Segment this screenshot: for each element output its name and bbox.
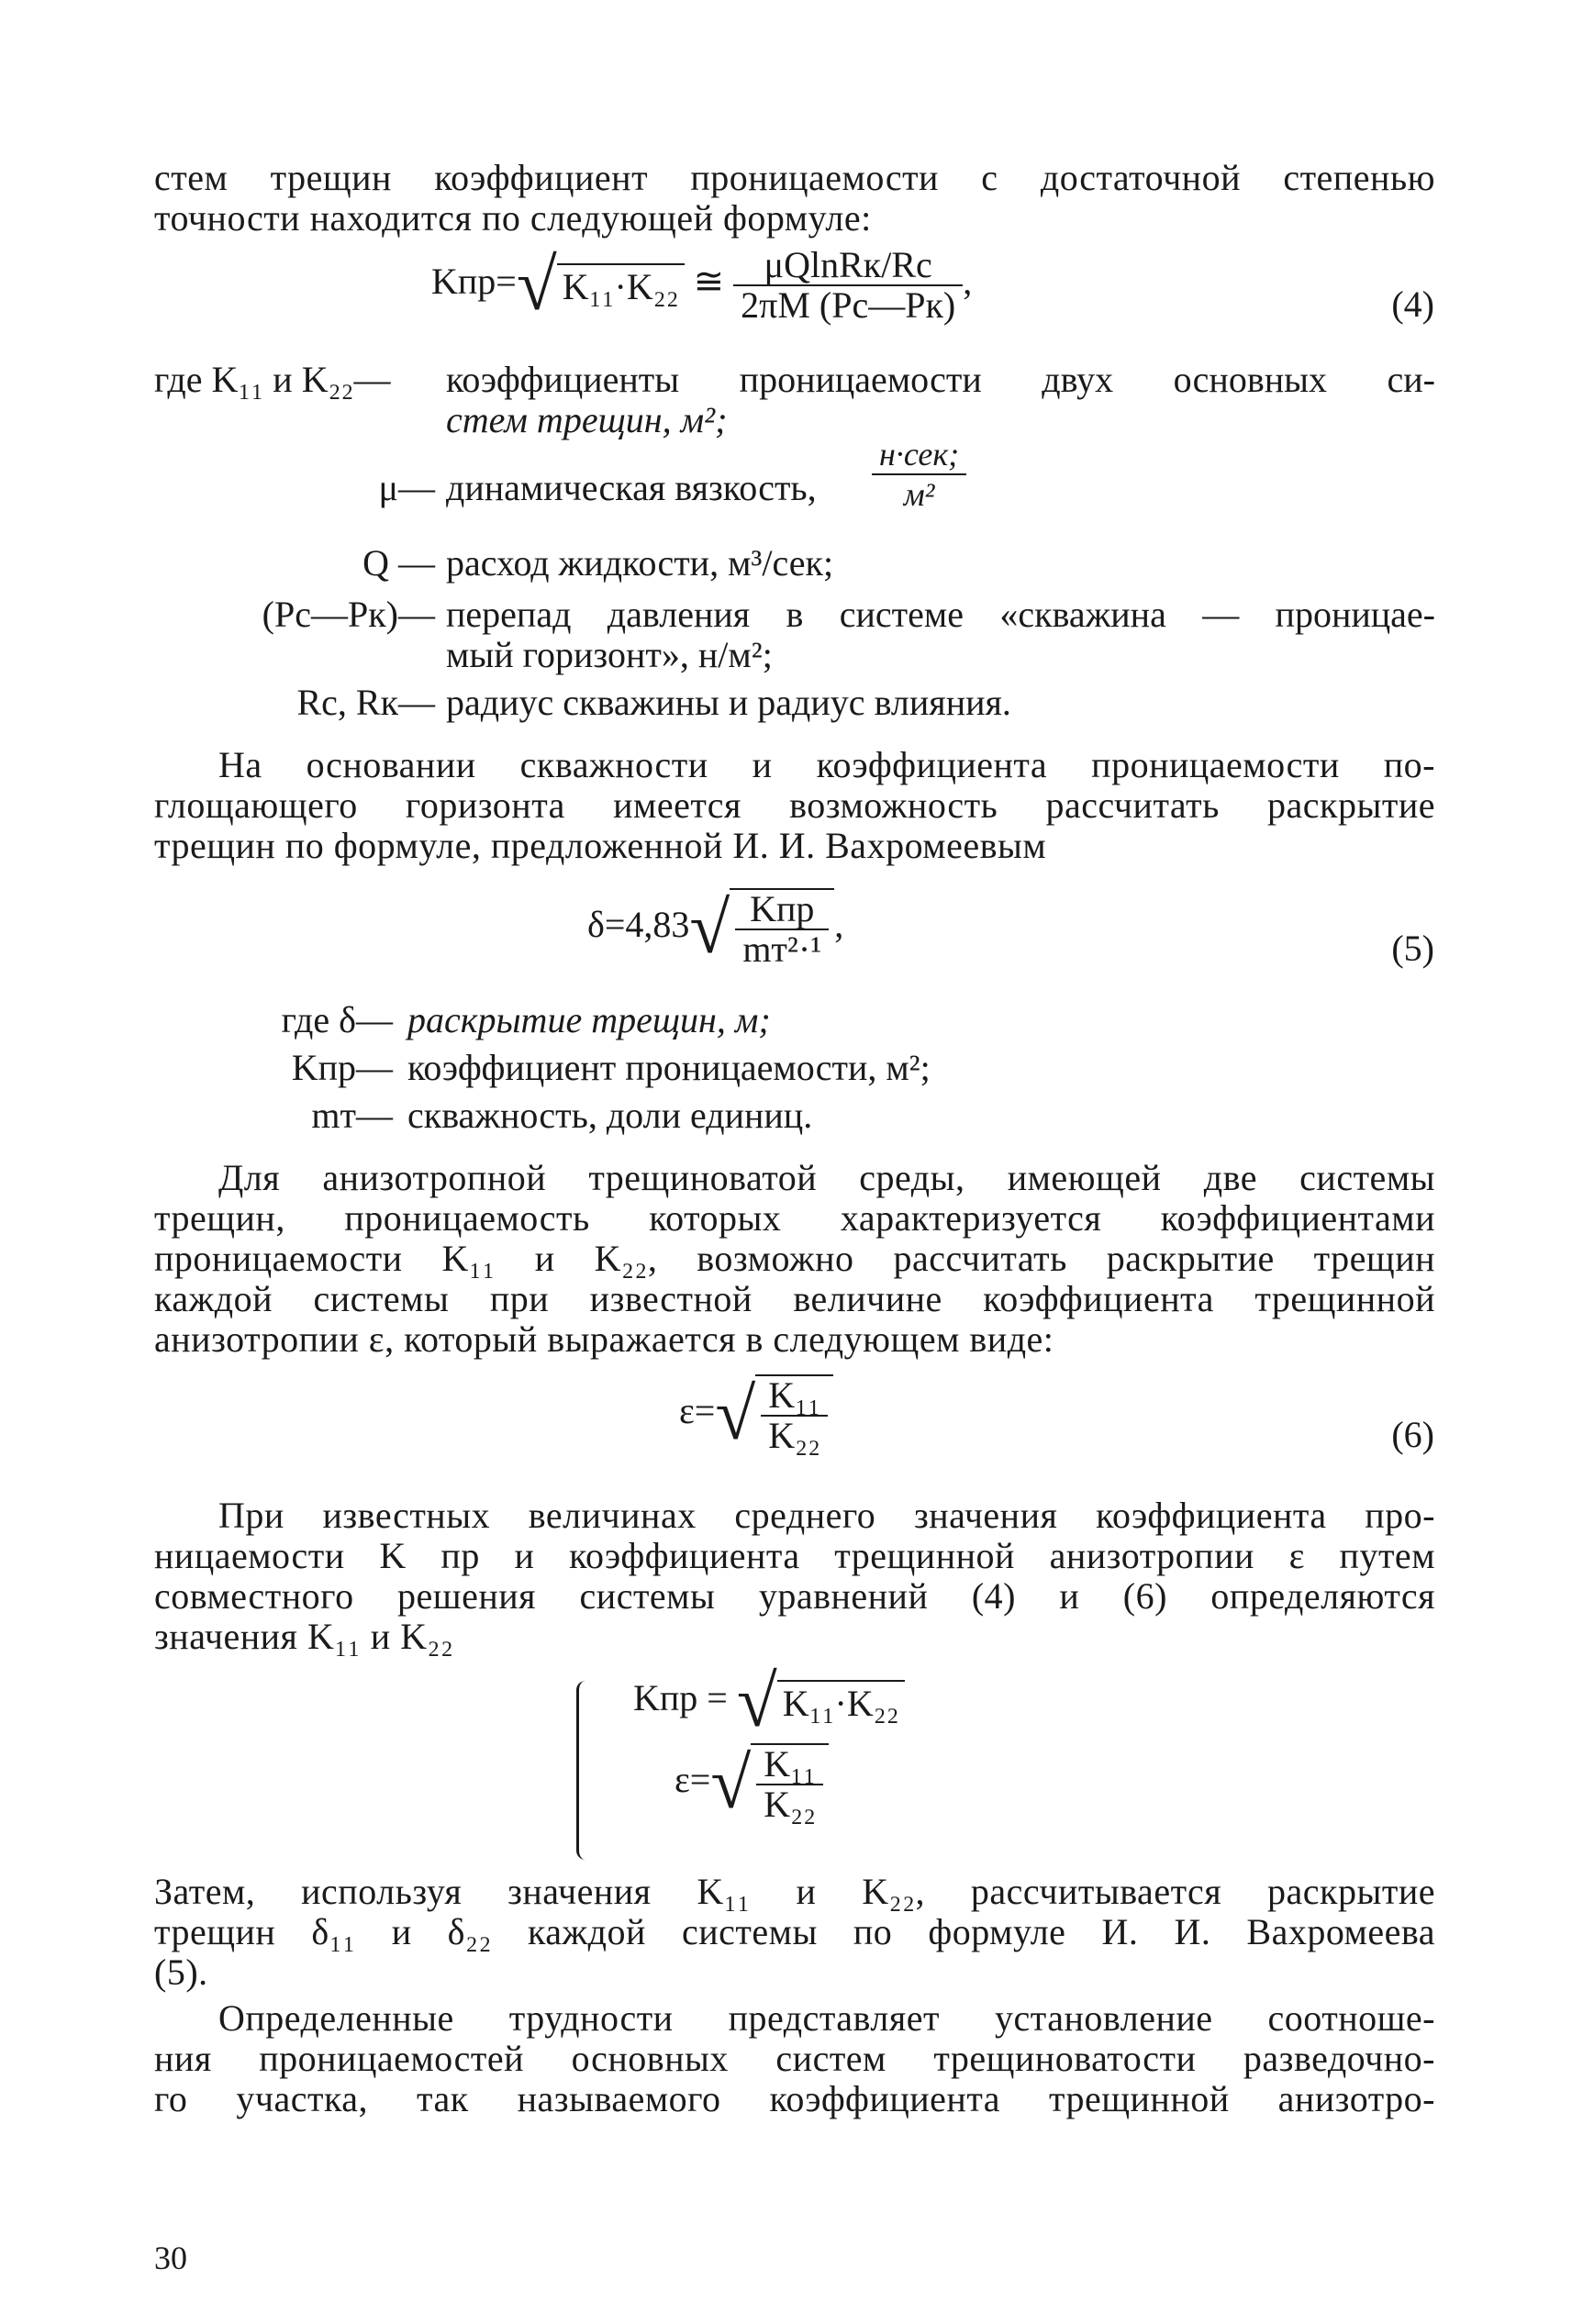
- text-line: ния проницаемостей основных систем трещиноватости разведочно-: [154, 2038, 1435, 2079]
- def-symbol: Rс, Rк—: [296, 682, 435, 723]
- def-text: коэффициент проницаемости, м²;: [407, 1047, 931, 1088]
- def-symbol: μ—: [378, 467, 435, 508]
- eq4-denominator: 2πM (Pс—Pк): [741, 284, 956, 326]
- system-row2-numerator: K₁₁: [756, 1745, 823, 1785]
- def-symbol: где K₁₁ и K₂₂—: [154, 359, 391, 400]
- def-symbol: Kпр—: [291, 1047, 393, 1088]
- definitions-eq4: [0, 360, 1572, 727]
- approx-sign: ≅: [693, 261, 725, 303]
- system-row2-radicand: [751, 1743, 829, 1824]
- eq6-denominator: K₂₂: [768, 1415, 821, 1456]
- sqrt-sign: √ K₁₁·K₂₂: [737, 1670, 905, 1734]
- text-line: проницаемости K₁₁ и K₂₂, возможно рассчитать раскрытие трещин: [154, 1238, 1435, 1279]
- unit-den: м²: [903, 476, 935, 513]
- eq5-comma: ,: [834, 904, 844, 946]
- text-line: го участка, так называемого коэффициента трещинной анизотро-: [154, 2078, 1435, 2119]
- unit-fraction: [872, 435, 966, 514]
- definitions-eq5: [0, 1000, 1572, 1138]
- def-text: раскрытие трещин, м;: [407, 999, 771, 1040]
- eq5-lhs: δ=4,83: [587, 904, 690, 946]
- def-text: стем трещин, м²;: [446, 399, 728, 440]
- paragraph-system-solution: [154, 1496, 1435, 1657]
- system-row1-radicand: K₁₁·K₂₂: [777, 1680, 905, 1725]
- system-row2-denominator: K₂₂: [764, 1784, 817, 1825]
- def-symbol: (Pс—Pк)—: [262, 594, 435, 635]
- text-line: точности находится по следующей формуле:: [154, 197, 872, 239]
- def-text: коэффициенты проницаемости двух основных си-: [446, 359, 1435, 400]
- text-line: значения K₁₁ и K₂₂: [154, 1616, 454, 1657]
- text-line: глощающего горизонта имеется возможность рассчитать раскрытие: [154, 784, 1435, 826]
- eq4-radicand: K₁₁·K₂₂: [557, 263, 685, 308]
- text-line: трещин по формуле, предложенной И. И. Вахромеевым: [154, 825, 1047, 866]
- eq6-numerator: K₁₁: [761, 1376, 828, 1417]
- equation-6: [679, 1374, 833, 1455]
- paragraph-intro: [154, 158, 1435, 239]
- paragraph-vakhromeev: [154, 745, 1435, 866]
- eq4-lhs: Kпр=: [431, 261, 517, 303]
- system-brace: [576, 1681, 596, 1860]
- text-line: совместного решения системы уравнений (4) и (6) определяются: [154, 1575, 1435, 1617]
- system-row2-fraction: [756, 1745, 823, 1824]
- equation-4: [431, 246, 972, 325]
- text-line: Для анизотропной трещиноватой среды, имеющей две системы: [218, 1157, 1435, 1198]
- system-row-2: [675, 1743, 829, 1824]
- page-number: 30: [154, 2240, 187, 2276]
- eq5-radicand: [730, 888, 834, 969]
- text-line: (5).: [154, 1951, 208, 1993]
- equation-number-5: (5): [1391, 928, 1434, 969]
- paragraph-then: [154, 1872, 1435, 1993]
- sqrt-sign: √ $\frac{\text{Kпр}}{\text{mт²·¹}}$: [689, 888, 834, 969]
- system-row2-lhs: ε=: [675, 1759, 711, 1801]
- eq6-fraction: [761, 1376, 828, 1455]
- text-line: трещин, проницаемость которых характеризуется коэффициентами: [154, 1197, 1435, 1239]
- def-symbol: mт—: [311, 1095, 393, 1136]
- text-line: Затем, используя значения K₁₁ и K₂₂, рассчитывается раскрытие: [154, 1871, 1435, 1912]
- text-line: На основании скважности и коэффициента проницаемости по-: [218, 744, 1435, 785]
- text-line: ницаемости K пр и коэффициента трещинной анизотропии ε путем: [154, 1535, 1435, 1576]
- sqrt-sign: √ $\frac{\text{K₁₁}}{\text{K₂₂}}$: [715, 1374, 833, 1455]
- eq4-fraction: [733, 246, 963, 325]
- eq4-numerator: μQlnRк/Rс: [733, 246, 963, 286]
- unit-num: н·сек;: [872, 435, 966, 475]
- def-text: мый горизонт», н/м²;: [446, 634, 773, 675]
- text-line: При известных величинах среднего значения коэффициента про-: [218, 1495, 1435, 1536]
- def-text: перепад давления в системе «скважина — проницае-: [446, 594, 1435, 635]
- equation-number-4: (4): [1391, 284, 1434, 325]
- text-line: Определенные трудности представляет установление соотноше-: [218, 1997, 1435, 2039]
- eq5-numerator: Kпр: [735, 890, 829, 930]
- def-text: динамическая вязкость,: [446, 467, 817, 508]
- def-text: скважность, доли единиц.: [407, 1095, 813, 1136]
- system-row1-lhs: Kпр =: [633, 1677, 728, 1719]
- paragraph-anisotropy: [154, 1158, 1435, 1360]
- eq5-denominator: mт²·¹: [742, 928, 822, 970]
- text-line: каждой системы при известной величине коэффициента трещинной: [154, 1278, 1435, 1319]
- def-symbol: Q —: [362, 542, 435, 584]
- eq4-comma: ,: [963, 261, 973, 303]
- text-line: стем трещин коэффициент проницаемости с достаточной степенью: [154, 157, 1435, 198]
- paragraph-difficulties: [154, 1998, 1435, 2119]
- equation-5: [587, 888, 843, 969]
- eq6-radicand: [755, 1374, 833, 1455]
- sqrt-sign: √ K₁₁·K₂₂: [517, 253, 685, 317]
- def-text: радиус скважины и радиус влияния.: [446, 682, 1011, 723]
- equation-number-6: (6): [1391, 1414, 1434, 1455]
- text-line: анизотропии ε, который выражается в следующем виде:: [154, 1318, 1054, 1360]
- eq5-fraction: [735, 890, 829, 969]
- system-row-1: [633, 1662, 905, 1742]
- text-line: трещин δ₁₁ и δ₂₂ каждой системы по формуле И. И. Вахромеева: [154, 1911, 1435, 1952]
- sqrt-sign: √ $\frac{\text{K₁₁}}{\text{K₂₂}}$: [710, 1743, 829, 1824]
- eq6-lhs: ε=: [679, 1390, 716, 1432]
- def-symbol: где δ—: [281, 999, 393, 1040]
- def-text: расход жидкости, м³/сек;: [446, 542, 834, 584]
